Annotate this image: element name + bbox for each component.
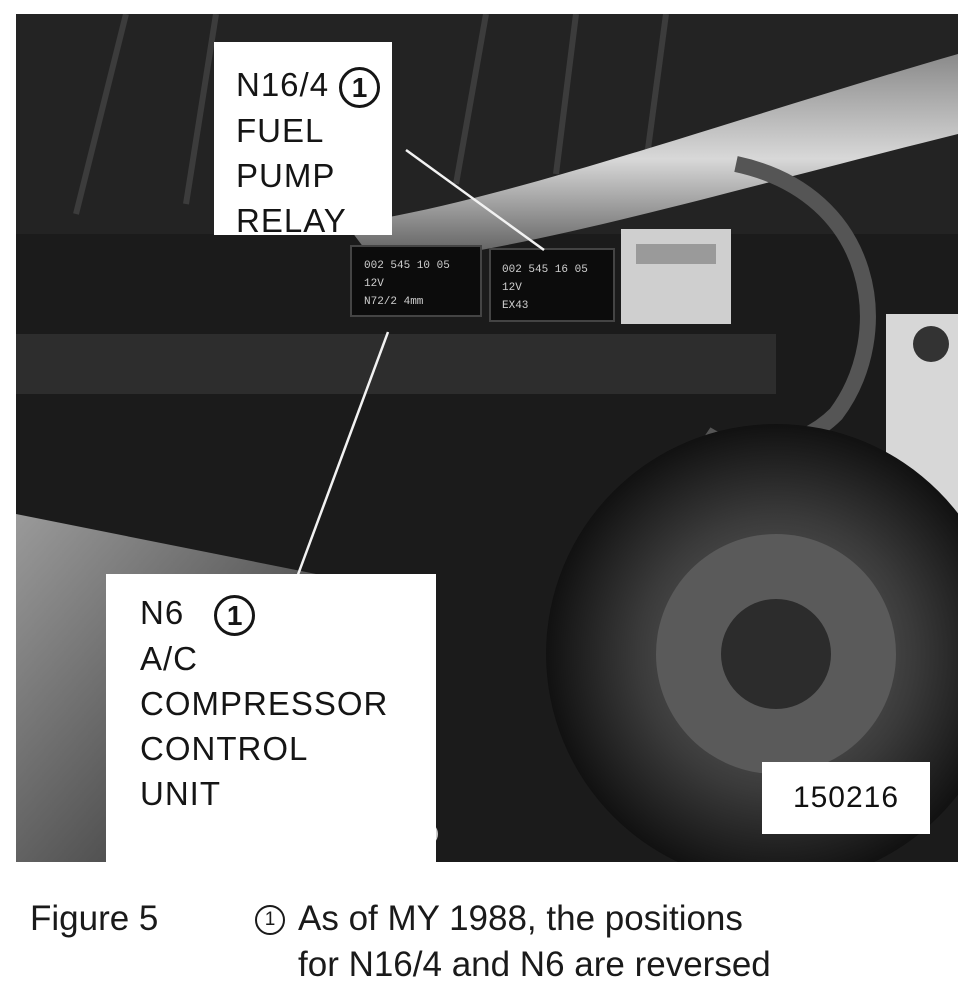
relay-right [490, 249, 614, 321]
relay-right-label-1: 002 545 16 05 [502, 264, 588, 276]
relay-left-label-3: N72/2 4mm [364, 296, 424, 308]
callout-code: N16/4 [236, 66, 330, 103]
footnote-marker: 1 [214, 595, 255, 636]
callout-code-line [140, 590, 436, 636]
image-reference-number: 150216 [762, 762, 930, 834]
callout-code: N6 [140, 594, 185, 631]
caption-text-line-1: As of MY 1988, the positions [298, 899, 743, 938]
relay-right-label-3: EX43 [502, 300, 529, 312]
caption-text-line-2: for N16/4 and N6 are reversed [298, 945, 771, 984]
relay-right-label-2: 12V [502, 282, 522, 294]
footnote-marker: 1 [339, 67, 380, 108]
relay-bracket [16, 334, 776, 394]
caption-label: Figure 5 [30, 899, 159, 938]
callout-line: PUMP [236, 156, 336, 194]
callout-line: CONTROL [140, 729, 309, 767]
callout-line: A/C [140, 639, 199, 677]
callout-ac-compressor-control-unit [106, 574, 436, 862]
callout-line: UNIT [140, 774, 221, 812]
callout-fuel-pump-relay [214, 42, 392, 239]
connector-block [621, 229, 731, 324]
relay-left-label-2: 12V [364, 278, 384, 290]
callout-line: FUEL [236, 111, 325, 149]
relay-left [351, 246, 481, 316]
relay-left-label-1: 002 545 10 05 [364, 260, 450, 272]
callout-code-line [236, 62, 392, 108]
callout-line: COMPRESSOR [140, 684, 389, 722]
caption-footnote-marker: 1 [255, 905, 285, 935]
callout-line: RELAY [236, 201, 347, 239]
